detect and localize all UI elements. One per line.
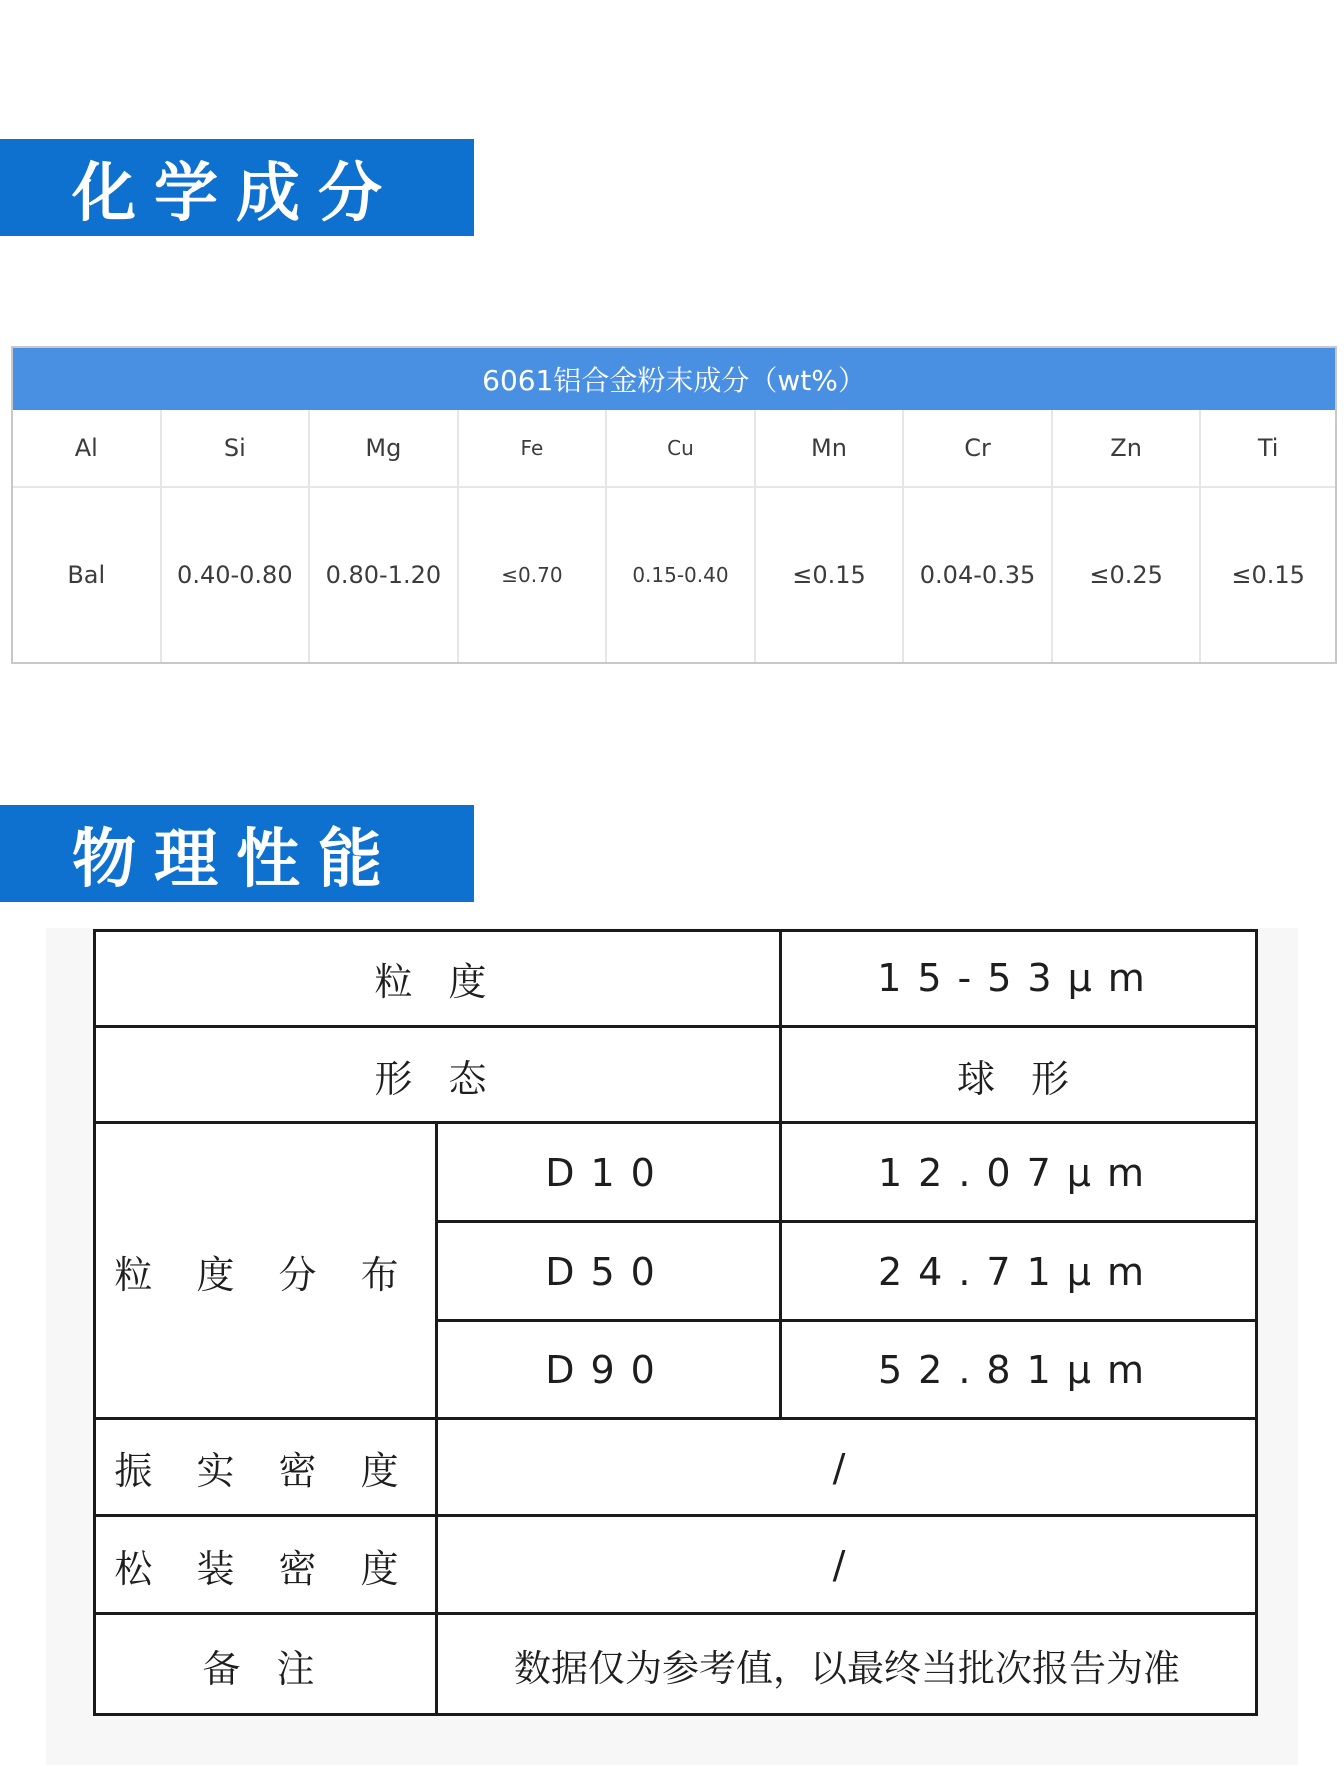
- d90-label: D90: [436, 1321, 780, 1419]
- physical-properties-table: [93, 929, 1258, 1716]
- d50-value: 24.71μm: [780, 1222, 1258, 1321]
- particle-size-value: 15-53μm: [780, 929, 1258, 1027]
- d10-label: D10: [436, 1123, 780, 1222]
- value-cell: 0.80-1.20: [310, 488, 459, 662]
- value-cell: ≤0.15: [756, 488, 905, 662]
- value-cell: 0.40-0.80: [162, 488, 311, 662]
- d50-label: D50: [436, 1222, 780, 1321]
- value-cell: 0.04-0.35: [904, 488, 1053, 662]
- table-rule: [436, 1319, 1258, 1322]
- morphology-value: 球 形: [780, 1027, 1258, 1123]
- distribution-label: 粒 度 分 布: [93, 1123, 436, 1419]
- table-rule: [93, 1612, 1258, 1615]
- section-title: 化学成分: [72, 156, 400, 231]
- value-cell: ≤0.15: [1231, 561, 1305, 589]
- element-cell: Ti: [1257, 434, 1279, 462]
- element-cell: Cu: [607, 410, 756, 486]
- value-cell: 0.15-0.40: [607, 488, 756, 662]
- element-cell: Fe: [459, 410, 608, 486]
- element-cell: Zn: [1053, 410, 1202, 486]
- table-border-bottom: [93, 1713, 1258, 1716]
- value-row: [13, 488, 1335, 662]
- section-title: 物理性能: [72, 822, 400, 897]
- table-border-right: [1255, 929, 1258, 1716]
- element-cell: Cr: [904, 410, 1053, 486]
- remark-label: 备 注: [93, 1614, 436, 1716]
- tap-density-label: 振 实 密 度: [93, 1419, 436, 1516]
- bulk-density-value: /: [436, 1516, 1258, 1614]
- element-cell: Al: [13, 410, 162, 486]
- morphology-label: 形 态: [93, 1027, 780, 1123]
- value-cell: Bal: [13, 488, 162, 662]
- element-cell: Mn: [756, 410, 905, 486]
- value-cell: ≤0.25: [1053, 488, 1202, 662]
- d10-value: 12.07μm: [780, 1123, 1258, 1222]
- particle-size-label: 粒 度: [93, 929, 780, 1027]
- element-cell: Si: [162, 410, 311, 486]
- table-divider: [779, 929, 782, 1417]
- composition-table: [11, 346, 1337, 664]
- composition-table-title: 6061铝合金粉末成分（wt%）: [482, 364, 866, 397]
- table-rule: [93, 1417, 1258, 1420]
- element-cell: Mg: [310, 410, 459, 486]
- table-rule: [93, 1025, 1258, 1028]
- value-cell: ≤0.70: [459, 488, 608, 662]
- remark-value: 数据仅为参考值，以最终当批次报告为准: [436, 1614, 1258, 1716]
- table-border-top: [93, 929, 1258, 932]
- tap-density-value: /: [436, 1419, 1258, 1516]
- table-rule: [93, 1121, 1258, 1124]
- bulk-density-label: 松 装 密 度: [93, 1516, 436, 1614]
- table-divider: [435, 1121, 438, 1716]
- chemical-composition-banner: [0, 139, 474, 236]
- composition-table-header: [13, 348, 1335, 410]
- table-rule: [93, 1514, 1258, 1517]
- d90-value: 52.81μm: [780, 1321, 1258, 1419]
- table-rule: [436, 1220, 1258, 1223]
- table-border-left: [93, 929, 96, 1716]
- physical-properties-banner: [0, 805, 474, 902]
- element-row: [13, 410, 1335, 488]
